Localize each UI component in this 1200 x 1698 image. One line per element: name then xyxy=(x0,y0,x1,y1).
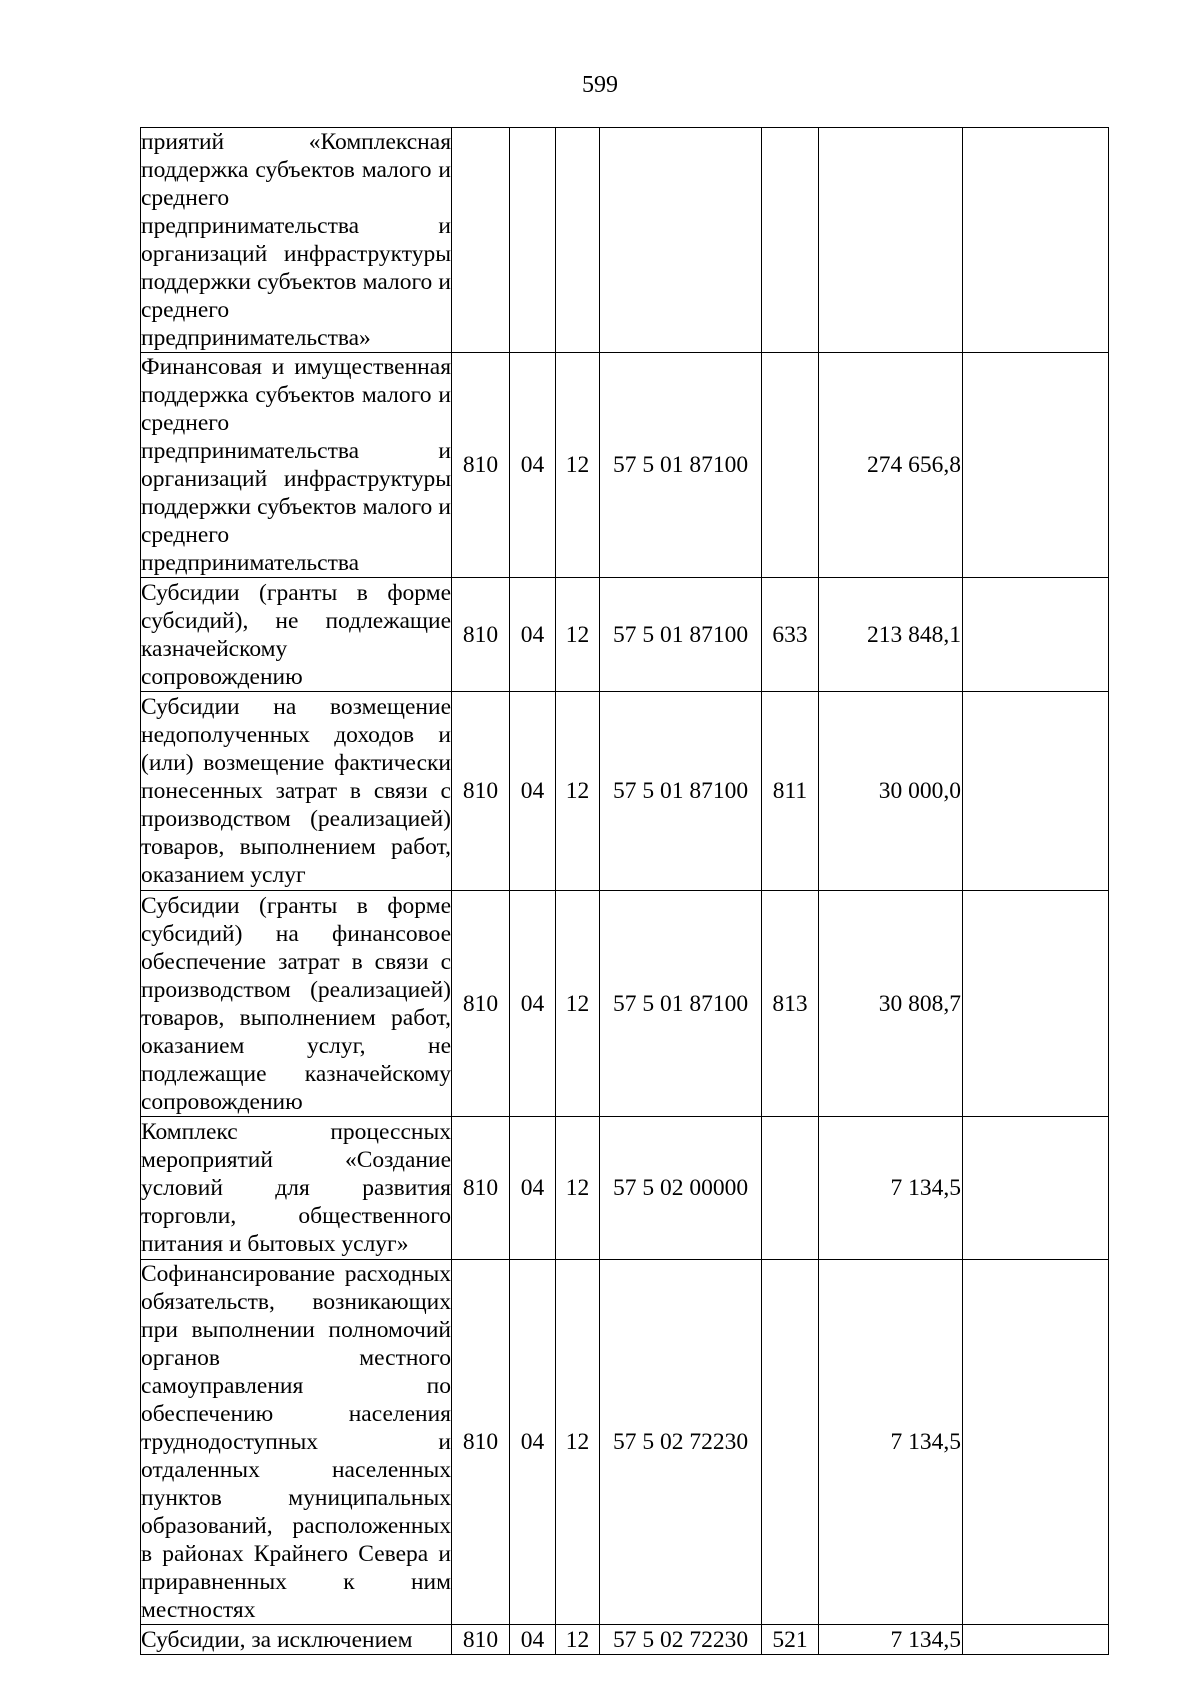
subsection-code: 12 xyxy=(556,1260,600,1625)
target-article: 57 5 02 72230 xyxy=(600,1625,762,1655)
expense-type: 811 xyxy=(762,692,819,891)
row-description: Комплекс процессных мероприятий «Создание условий для развития торговли, общественного питания и бытовых услуг» xyxy=(141,1117,452,1260)
extra-cell xyxy=(963,353,1109,578)
ministry-code: 810 xyxy=(452,1625,510,1655)
row-description: Финансовая и имущественная поддержка субъектов малого и среднего предпринимательства и организаций инфраструктуры поддержки субъектов малого и среднего предпринимательства xyxy=(141,354,451,576)
ministry-code: 810 xyxy=(452,578,510,692)
table-row xyxy=(141,1117,1109,1260)
target-article xyxy=(600,128,762,353)
row-description: приятий «Комплексная поддержка субъектов малого и среднего предпринимательства и организаций инфраструктуры поддержки субъектов малого и среднего предпринимательства» xyxy=(141,129,451,351)
subsection-code: 12 xyxy=(556,578,600,692)
target-article: 57 5 01 87100 xyxy=(600,578,762,692)
expense-type xyxy=(762,1260,819,1625)
expense-type xyxy=(762,128,819,353)
section-code xyxy=(510,128,556,353)
extra-cell xyxy=(963,1260,1109,1625)
table-row xyxy=(141,128,1109,353)
section-code: 04 xyxy=(510,891,556,1117)
extra-cell xyxy=(963,578,1109,692)
amount: 7 134,5 xyxy=(819,1260,963,1625)
ministry-code: 810 xyxy=(452,891,510,1117)
table-row xyxy=(141,692,1109,891)
section-code: 04 xyxy=(510,1625,556,1655)
ministry-code xyxy=(452,128,510,353)
row-description: Субсидии (гранты в форме субсидий), не подлежащие казначейскому сопровождению xyxy=(141,579,451,690)
ministry-code: 810 xyxy=(452,353,510,578)
row-description: Софинансирование расходных обязательств, возникающих при выполнении полномочий органов местного самоуправления по обеспечению населения труднодоступных и отдаленных населенных пунктов муниципальных образований, расположенных в районах Крайнего Севера и приравненных к ним местностях xyxy=(141,1261,451,1623)
subsection-code: 12 xyxy=(556,1117,600,1260)
table-row xyxy=(141,1625,1109,1655)
table-row xyxy=(141,891,1109,1117)
section-code: 04 xyxy=(510,353,556,578)
extra-cell xyxy=(963,128,1109,353)
page-number: 599 xyxy=(582,72,618,98)
row-description: Субсидии (гранты в форме субсидий) на финансовое обеспечение затрат в связи с производством (реализацией) товаров, выполнением работ, оказанием услуг, не подлежащие казначейскому сопровождению xyxy=(141,892,451,1115)
table-row xyxy=(141,353,1109,578)
table-row xyxy=(141,578,1109,692)
expense-type: 521 xyxy=(762,1625,819,1655)
amount: 7 134,5 xyxy=(819,1117,963,1260)
extra-cell xyxy=(963,1625,1109,1655)
extra-cell xyxy=(963,692,1109,891)
subsection-code: 12 xyxy=(556,692,600,891)
ministry-code: 810 xyxy=(452,692,510,891)
subsection-code: 12 xyxy=(556,353,600,578)
target-article: 57 5 01 87100 xyxy=(600,353,762,578)
amount: 213 848,1 xyxy=(819,578,963,692)
expense-type: 813 xyxy=(762,891,819,1117)
section-code: 04 xyxy=(510,1117,556,1260)
subsection-code: 12 xyxy=(556,1625,600,1655)
expense-type xyxy=(762,1117,819,1260)
amount: 7 134,5 xyxy=(819,1625,963,1655)
extra-cell xyxy=(963,891,1109,1117)
target-article: 57 5 02 72230 xyxy=(600,1260,762,1625)
row-description: Субсидии, за исключением xyxy=(141,1625,452,1655)
target-article: 57 5 01 87100 xyxy=(600,692,762,891)
table-row xyxy=(141,1260,1109,1625)
section-code: 04 xyxy=(510,578,556,692)
expense-type: 633 xyxy=(762,578,819,692)
target-article: 57 5 01 87100 xyxy=(600,891,762,1117)
amount: 30 808,7 xyxy=(819,891,963,1117)
row-description: Субсидии на возмещение недополученных доходов и (или) возмещение фактически понесенных затрат в связи с производством (реализацией) товаров, выполнением работ, оказанием услуг xyxy=(141,692,452,891)
target-article: 57 5 02 00000 xyxy=(600,1117,762,1260)
ministry-code: 810 xyxy=(452,1117,510,1260)
ministry-code: 810 xyxy=(452,1260,510,1625)
expense-type xyxy=(762,353,819,578)
amount: 30 000,0 xyxy=(819,692,963,891)
subsection-code xyxy=(556,128,600,353)
amount xyxy=(819,128,963,353)
section-code: 04 xyxy=(510,692,556,891)
section-code: 04 xyxy=(510,1260,556,1625)
amount: 274 656,8 xyxy=(819,353,963,578)
budget-table xyxy=(140,127,1109,1655)
extra-cell xyxy=(963,1117,1109,1260)
subsection-code: 12 xyxy=(556,891,600,1117)
